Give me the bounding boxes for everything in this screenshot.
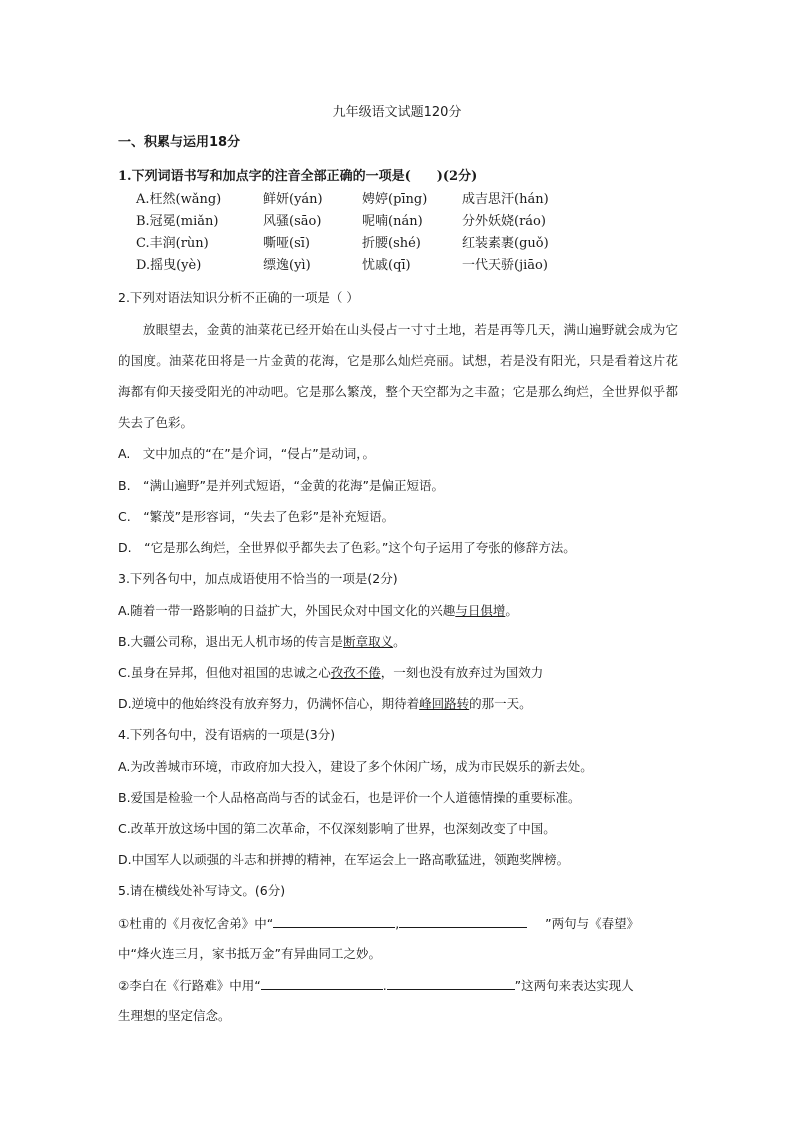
question-1-option-c	[136, 233, 596, 255]
option-text: D.逆境中的他始终没有放弃努力，仍满怀信心，期待着	[118, 696, 420, 711]
item-text: ②李白在《行路难》中用“	[118, 978, 261, 993]
question-4-option-c: C.改革开放这场中国的第二次革命，不仅深刻影响了世界，也深刻改变了中国。	[118, 821, 556, 836]
question-4-option-a: A.为改善城市环境，市政府加大投入，建设了多个休闲广场，成为市民娱乐的新去处。	[118, 759, 593, 774]
question-2-passage: 放眼望去，金黄的油菜花已经开始在山头侵占一寸寸土地，若是再等几天，满山遍野就会成为它的国度。油菜花田将是一片金黄的花海，它是那么灿烂亮丽。试想，若是没有阳光，只是看着这片花海都有仰天接受阳光的冲动吧。它是那么繁茂，整个天空都为之丰盈；它是那么绚烂，全世界似乎都失去了色彩。	[118, 322, 678, 430]
underlined-idiom: 峰回路转	[419, 696, 470, 711]
question-5-item-2-cont: 生理想的坚定信念。	[118, 1008, 231, 1023]
option-word: B.冠冕(miǎn)	[136, 214, 219, 229]
option-word: D.摇曳(yè)	[136, 258, 202, 273]
answer-blank[interactable]	[387, 975, 515, 990]
question-2-stem: 2.下列对语法知识分析不正确的一项是（ ）	[118, 290, 359, 305]
underlined-idiom: 断章取义	[343, 634, 394, 649]
option-word: 嘶哑(sī)	[263, 236, 310, 251]
question-5-stem: 5.请在横线处补写诗文。(6分)	[118, 883, 286, 898]
question-2-option-a: A. 文中加点的“在”是介词，“侵占”是动词，。	[118, 446, 375, 461]
option-word: 一代天骄(jiāo)	[462, 258, 548, 273]
option-word: 成吉思汗(hán)	[462, 192, 549, 207]
option-text: A.随着一带一路影响的日益扩大，外国民众对中国文化的兴趣	[118, 603, 456, 618]
option-word: C.丰润(rùn)	[136, 236, 209, 251]
question-3-option-d	[118, 694, 678, 714]
question-2-option-d: D. “它是那么绚烂，全世界似乎都失去了色彩。”这个句子运用了夸张的修辞方法。	[118, 540, 576, 555]
question-4-option-d: D.中国军人以顽强的斗志和拼搏的精神，在军运会上一路高歌猛进，领跑奖牌榜。	[118, 852, 570, 867]
question-1-option-d	[136, 255, 596, 277]
option-word: 鲜妍(yán)	[263, 192, 323, 207]
question-5-item-1-cont: 中“烽火连三月，家书抵万金”有异曲同工之妙。	[118, 946, 381, 961]
question-3-option-b	[118, 632, 678, 652]
question-1	[118, 167, 598, 279]
item-text: ”两句与《春望》	[545, 916, 640, 931]
section-heading: 一、积累与运用18分	[118, 135, 241, 150]
blank-separator: ,	[395, 916, 400, 931]
question-1-option-b	[136, 211, 596, 233]
option-word: 忧戚(qī)	[362, 258, 411, 273]
option-text: ，一刻也没有放弃过为国效力	[380, 665, 544, 680]
option-text: C.虽身在异邦，但他对祖国的忠诚之心	[118, 665, 331, 680]
question-3-option-a	[118, 601, 678, 621]
question-4-stem: 4.下列各句中，没有语病的一项是(3分)	[118, 727, 336, 742]
question-4-option-b: B.爱国是检验一个人品格高尚与否的试金石，也是评价一个人道德情操的重要标准。	[118, 790, 581, 805]
item-text: ”这两句来表达实现人	[514, 978, 634, 993]
option-word: 分外妖娆(ráo)	[462, 214, 546, 229]
option-text: 。	[505, 603, 518, 618]
answer-blank[interactable]	[261, 975, 383, 990]
option-text: B.大疆公司称，退出无人机市场的传言是	[118, 634, 344, 649]
page-title: 九年级语文试题120分	[332, 105, 462, 120]
question-2-option-b: B. “满山遍野”是并列式短语，“金黄的花海”是偏正短语。	[118, 478, 444, 493]
option-text: 。	[393, 634, 406, 649]
item-text: ①杜甫的《月夜忆舍弟》中“	[118, 916, 274, 931]
answer-blank[interactable]	[273, 913, 395, 928]
option-word: 缥逸(yì)	[263, 258, 311, 273]
blank-separator: .	[382, 978, 387, 993]
option-text: 的那一天。	[469, 696, 532, 711]
option-word: 风骚(sāo)	[263, 214, 322, 229]
question-1-stem: 1.下列词语书写和加点字的注音全部正确的一项是( )(2分)	[118, 169, 478, 184]
option-word: 娉婷(pīng)	[362, 192, 428, 207]
question-3-option-c	[118, 663, 678, 683]
question-5-item-2	[118, 975, 678, 996]
question-2-option-c: C. “繁茂”是形容词，“失去了色彩”是补充短语。	[118, 509, 395, 524]
option-word: 红装素裹(guǒ)	[462, 236, 549, 251]
underlined-idiom: 孜孜不倦	[330, 665, 381, 680]
question-5-item-1	[118, 913, 678, 934]
question-3-stem: 3.下列各句中，加点成语使用不恰当的一项是(2分)	[118, 571, 398, 586]
option-word: 呢喃(nán)	[362, 214, 423, 229]
question-1-option-a	[136, 189, 596, 211]
underlined-idiom: 与日俱增	[455, 603, 506, 618]
option-word: 折腰(shé)	[362, 236, 421, 251]
answer-blank[interactable]	[399, 913, 527, 928]
option-word: A.枉然(wǎng)	[136, 192, 222, 207]
